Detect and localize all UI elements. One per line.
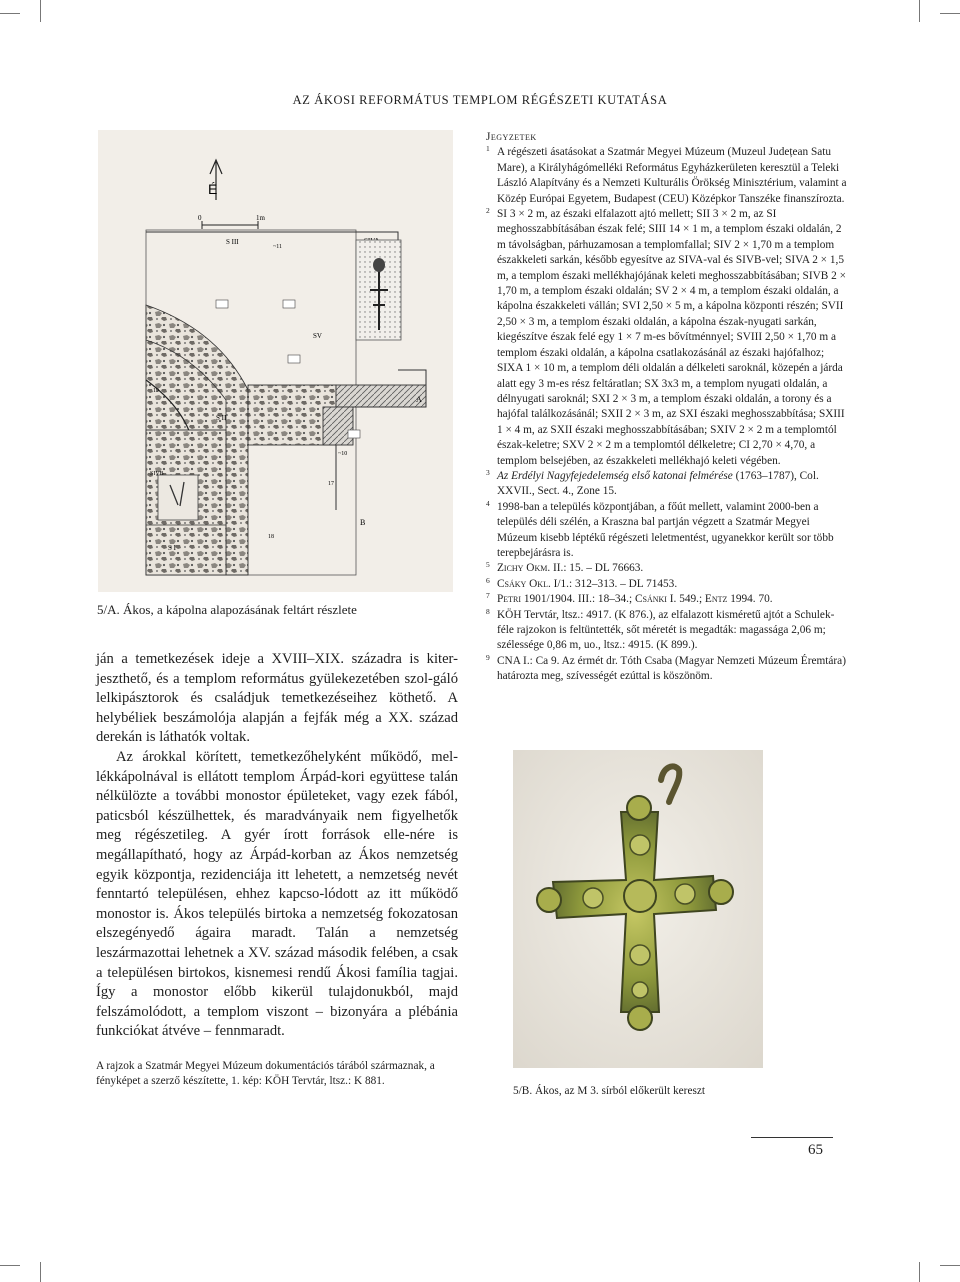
north-label: É	[208, 181, 218, 197]
scale-one-meter: 1m	[256, 214, 265, 222]
label-level-10: ~10	[338, 451, 348, 457]
figure-b-caption: 5/B. Ákos, az M 3. sírból előkerült kereszt	[513, 1085, 706, 1097]
note-4	[486, 500, 848, 562]
note-text: SI 3 × 2 m, az északi elfalazott ajtó mellett; SII 3 × 2 m, az SI meghosszabbításában észak felé; SIII 14 × 1 m, a templom északi oldalán, 2 m távolságban, párhuzamosan a templomfallal; SIV 2 × 1,70 m a templom északkeleti sarkán, később egyesítve az SIVA-val és SIVB-vel; SIVA 2 × 1,5 m, a templom északi mellékhajójának keleti meghosszabbításában; SIVB 2 × 1,70 m, a templom északi oldalán; SV 2 × 4 m, a templom északi oldalán, a kápolna északkeleti vállán; SVI 2,50 × 5 m, a kápolna központi részén; SVII 2,50 × 3 m, a templom északi oldalán, a kápolna észak-nyugati sarkán, kiegészítve észak felé egy 1 × 7 m-es bővítménnyel; SVIII 2,50 × 1,70 m a templom északi oldalán, a kápolna csatlakozásánál az északi hajófalhoz; SIXA 1 × 10 m, a templom déli oldalán a délkeleti saroknál, közepén a járda alatt egy 3 m-es rész feltáratlan; SX 3x3 m, a templom nyugati oldalán, a délnyugati saroknál; SXI 2 × 3 m, a templom északi oldalán, a torony és a hajófal találkozásánál; SXII 2 × 3 m, az SXI északi meghosszabbítása; SXIII 1 × 4 m, az SXII északi meghosszabbításában; SXIV 2 × 2 m a templomtól észak-keletre; SXV 2 × 2 m a templomtól délkeletre; CI 2,70 × 4,70, a templom belsejében, az északkeleti mellékhajó keleti végében.	[497, 208, 846, 467]
crop-mark	[919, 0, 920, 22]
note-text: 1994. 70.	[727, 593, 773, 606]
note-text: KÖH Tervtár, ltsz.: 4917. (K 876.), az elfalazott kisméretű ajtót a Schulek-féle rajzokon is feltüntették, sőt méretét is megadták: magassága 2,06 m; szélessége 0,86 m, uo., ltsz.: 4915. (K 899.).	[497, 608, 835, 652]
label-si: S I	[168, 544, 176, 552]
note-source: Petri	[497, 593, 522, 606]
image-credit: A rajzok a Szatmár Megyei Múzeum dokumentációs tárából származnak, a fényképet a szerző készítette, 1. kép: KÖH Tervtár, ltsz.: K 881.	[96, 1060, 435, 1088]
label-siii: S III	[226, 238, 239, 246]
body-text	[96, 650, 458, 1042]
crop-mark	[0, 1265, 20, 1266]
note-text: I/1.: 312–313. – DL 71453.	[550, 577, 678, 590]
note-source: Entz	[704, 593, 728, 606]
note-1	[486, 145, 848, 207]
notes-title: Jegyzetek	[486, 131, 537, 143]
label-sv: SV	[313, 332, 322, 340]
note-9	[486, 654, 848, 685]
page-number-rule	[751, 1137, 833, 1138]
note-number: 8	[486, 606, 490, 616]
body-paragraph: Az árokkal körített, temetkezőhelyként működő, mel-lékkápolnával is ellátott templom Árpád-kori együttese talán nélkülözte a további monostor épületeket, vagy ezek fából, paticsból készülhettek, és maradványaik nem figyelhetők meg régészetileg. A gyér írott források elle-nére is megállapítható, hogy az Árpád-korban az Ákos nemzetség egyik központja, rezidenciája itt lehetett, a nemzetség nevét fenntartó településen, ehhez kapcso-lódott az itt működő monostor is. Ákos település birtoka a nemzetség fokozatosan elszegényedő ágaira maradt. Talán a nemzetség leszármazottai lehetnek a XV. század második felében, a csak a településen birtokos, kisnemesi rendű Ákosi família tagjai. Így a monostor előbb kikerül tulajdonukból, majd felszámolódott, a templom viszont – bizonyára a plébánia funkciókat átvéve – fennmaradt.	[96, 748, 458, 1040]
note-source: Csáky Okl.	[497, 577, 551, 590]
running-header: AZ ÁKOSI REFORMÁTUS TEMPLOM RÉGÉSZETI KUTATÁSA	[292, 93, 668, 107]
note-3	[486, 469, 848, 500]
label-mark-17: 17	[328, 481, 334, 487]
note-number: 7	[486, 591, 490, 601]
note-number: 2	[486, 206, 490, 216]
note-5	[486, 561, 848, 576]
crop-mark	[40, 0, 41, 22]
label-mark-19: 19	[153, 388, 159, 394]
note-2	[486, 207, 848, 469]
note-7	[486, 592, 848, 607]
note-text: A régészeti ásatásokat a Szatmár Megyei Múzeum (Muzeul Județean Satu Mare), a Királyhágómelléki Református Egyházkerületen keresztül a Teleki László Alapítvány és a Nemzeti Kulturális Örökség Minisztérium, valamint a Közép Európai Egyetem, Budapest (CEU) Középkor Tanszéke finanszírozta.	[497, 146, 847, 205]
note-6	[486, 577, 848, 592]
excavation-plan-figure	[98, 130, 453, 592]
label-sii: S II	[216, 414, 227, 422]
note-text: 1901/1904. III.: 18–34.;	[521, 593, 635, 606]
note-8	[486, 608, 848, 654]
note-text: CNA I.: Ca 9. Az érmét dr. Tóth Csaba (Magyar Nemzeti Múzeum Éremtára) határozta meg, szívességét ezúttal is köszönöm.	[497, 654, 846, 683]
cross-photograph	[513, 750, 763, 1068]
note-text: (1763–1787), Col. XXVII., Sect. 4., Zone 15.	[497, 469, 819, 498]
note-number: 9	[486, 652, 490, 662]
page-number: 65	[808, 1142, 823, 1158]
note-number: 5	[486, 560, 490, 570]
label-s-vii-b: SIVB	[150, 471, 164, 477]
crop-mark	[40, 1262, 41, 1282]
label-level-11: ~11	[273, 244, 283, 250]
label-mark-18: 18	[268, 534, 274, 540]
label-a: A	[416, 395, 422, 404]
note-number: 4	[486, 498, 490, 508]
note-source: Zichy Okm.	[497, 562, 551, 575]
note-text: I. 549.;	[666, 593, 705, 606]
note-number: 3	[486, 467, 490, 477]
crop-mark	[0, 13, 20, 14]
crop-mark	[940, 1265, 960, 1266]
note-source: Csánki	[634, 593, 667, 606]
body-paragraph: ján a temetkezések ideje a XVIII–XIX. századra is kiter-jeszthető, és a templom református gyülekezetében szol-gáló lelkipásztorok és családjuk temetkezéseihez köthető. A helybéliek beszámolója alapján a fejfák még a XX. század derekán is láthatók voltak.	[96, 651, 458, 746]
note-text: 1998-ban a település központjában, a főút mellett, valamint 2000-ben a település déli szélén, a Kraszna bal partján végzett a Szatmár Megyei Múzeum kisebb léptékű régészeti leletmentést, ugyanekkor került sor több terepbejárásra is.	[497, 500, 834, 559]
crop-mark	[940, 13, 960, 14]
crop-mark	[919, 1262, 920, 1282]
note-number: 6	[486, 575, 490, 585]
label-b: B	[360, 518, 366, 527]
figure-a-caption: 5/A. Ákos, a kápolna alapozásának feltárt részlete	[97, 602, 357, 617]
note-number: 1	[486, 144, 490, 154]
note-italic-title: Az Erdélyi Nagyfejedelemség első katonai felmérése	[497, 469, 733, 482]
endnotes	[486, 130, 848, 685]
scale-zero: 0	[198, 214, 202, 222]
note-text: II.: 15. – DL 76663.	[550, 562, 644, 575]
